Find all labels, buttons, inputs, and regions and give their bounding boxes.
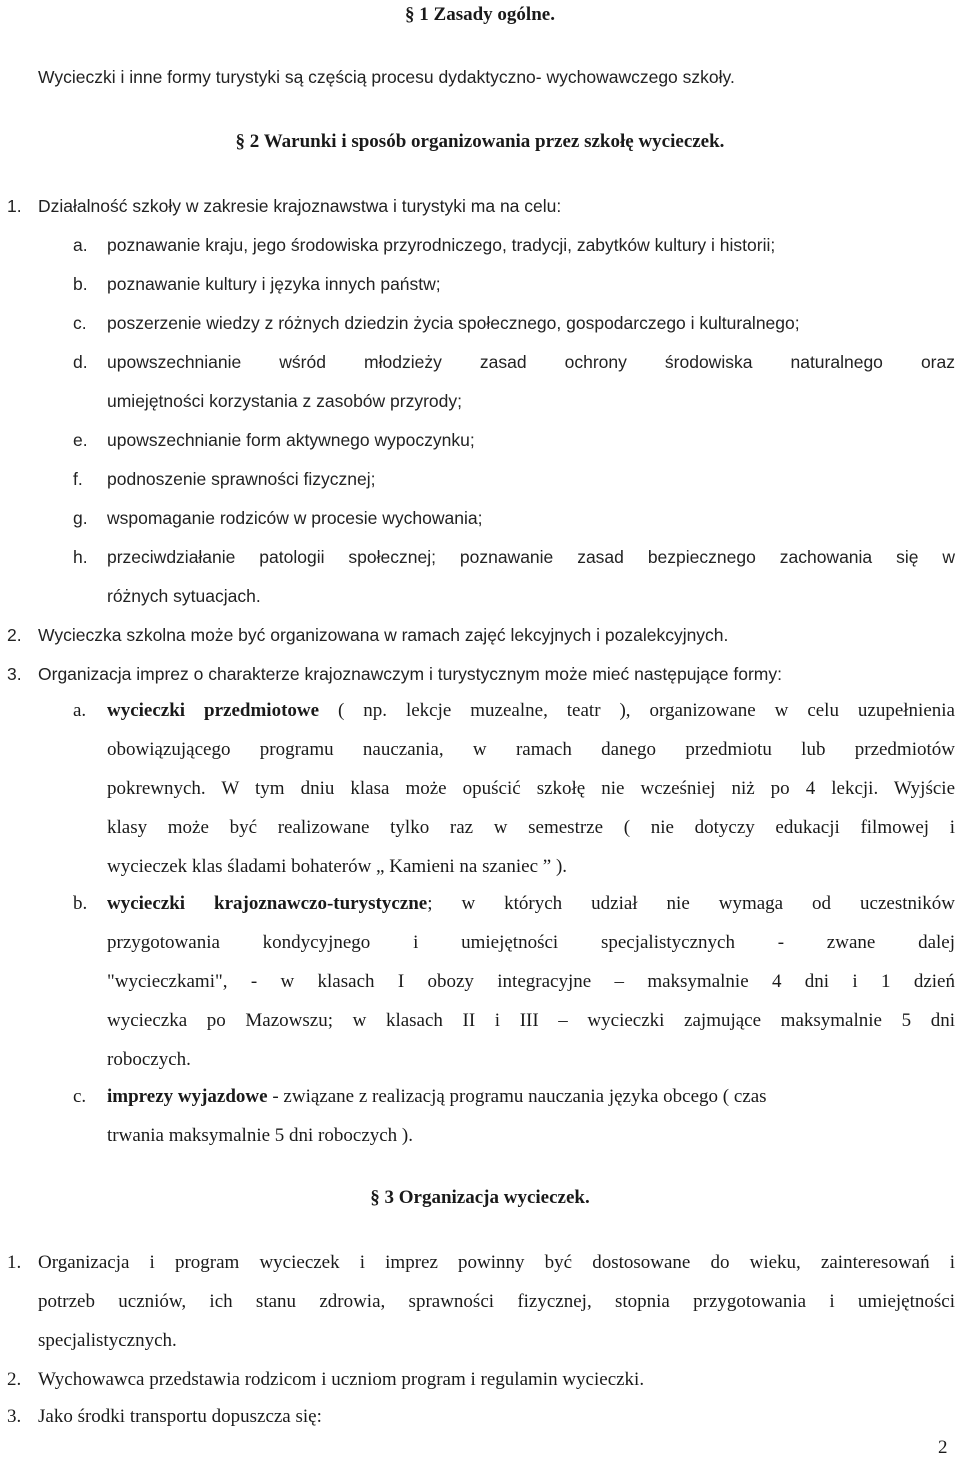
section-heading-3: § 3 Organizacja wycieczek. xyxy=(370,1187,590,1208)
form-b-text: ; w których udział nie wymaga od uczestników xyxy=(427,893,955,914)
sub-text-cont: umiejętności korzystania z zasobów przyrody; xyxy=(107,391,463,411)
form-a-line3: pokrewnych. W tym dniu klasa może opuścić szkołę nie wcześniej niż po 4 lekcji. Wyjście xyxy=(107,778,955,799)
page-number: 2 xyxy=(938,1437,948,1458)
sub-letter: d. xyxy=(73,352,88,372)
sub-text: podnoszenie sprawności fizycznej; xyxy=(107,469,376,489)
form-c-text: - związane z realizacją programu nauczania języka obcego ( czas xyxy=(267,1086,767,1107)
form-b-line5: roboczych. xyxy=(107,1049,191,1070)
sub-text: poznawanie kultury i języka innych państw; xyxy=(107,274,441,294)
intro-paragraph: Wycieczki i inne formy turystyki są częścią procesu dydaktyczno- wychowawczego szkoły. xyxy=(38,67,735,87)
sub-text: poszerzenie wiedzy z różnych dziedzin życia społecznego, gospodarczego i kulturalnego; xyxy=(107,313,800,333)
sub-letter: g. xyxy=(73,508,88,528)
form-b-line1 xyxy=(107,891,955,917)
sub-letter: f. xyxy=(73,469,83,489)
sub-text: przeciwdziałanie patologii społecznej; poznawanie zasad bezpiecznego zachowania się w xyxy=(107,547,955,567)
sub-text: upowszechnianie wśród młodzieży zasad ochrony środowiska naturalnego oraz xyxy=(107,352,955,372)
item-number: 1. xyxy=(7,1252,22,1273)
sub-letter: b. xyxy=(73,893,88,914)
form-c-line2: trwania maksymalnie 5 dni roboczych ). xyxy=(107,1125,414,1146)
item-text: Organizacja imprez o charakterze krajoznawczym i turystycznym może mieć następujące formy: xyxy=(38,664,782,684)
sub-letter: c. xyxy=(73,1086,87,1107)
item-number: 3. xyxy=(7,1406,22,1427)
s3-item-3: Jako środki transportu dopuszcza się: xyxy=(38,1406,322,1427)
form-b-line4: wycieczka po Mazowszu; w klasach II i III – wycieczki zajmujące maksymalnie 5 dni xyxy=(107,1010,955,1031)
sub-letter: b. xyxy=(73,274,88,294)
s3-item-1-line3: specjalistycznych. xyxy=(38,1330,177,1351)
item-number: 3. xyxy=(7,664,22,684)
form-a-line1 xyxy=(107,698,955,724)
form-a-line2: obowiązującego programu nauczania, w ramach danego przedmiotu lub przedmiotów xyxy=(107,739,955,760)
form-a-text: ( np. lekcje muzealne, teatr ), organizowane w celu uzupełnienia xyxy=(338,700,955,721)
section-heading-2: § 2 Warunki i sposób organizowania przez szkołę wycieczek. xyxy=(235,131,725,152)
sub-text: upowszechnianie form aktywnego wypoczynku; xyxy=(107,430,475,450)
sub-letter: e. xyxy=(73,430,88,450)
sub-text: wspomaganie rodziców w procesie wychowania; xyxy=(107,508,483,528)
s3-item-2: Wychowawca przedstawia rodzicom i uczniom program i regulamin wycieczki. xyxy=(38,1369,645,1390)
form-b-title: wycieczki krajoznawczo-turystyczne xyxy=(107,893,428,914)
sub-letter: c. xyxy=(73,313,87,333)
item-number: 2. xyxy=(7,625,22,645)
sub-text: poznawanie kraju, jego środowiska przyrodniczego, tradycji, zabytków kultury i historii; xyxy=(107,235,776,255)
item-number: 2. xyxy=(7,1369,22,1390)
s3-item-1-line2: potrzeb uczniów, ich stanu zdrowia, sprawności fizycznej, stopnia przygotowania i umiejętności xyxy=(38,1291,955,1312)
item-text: Działalność szkoły w zakresie krajoznawstwa i turystyki ma na celu: xyxy=(38,196,562,216)
form-a-line4: klasy może być realizowane tylko raz w semestrze ( nie dotyczy edukacji filmowej i xyxy=(107,817,955,838)
sub-text-cont: różnych sytuacjach. xyxy=(107,586,261,606)
sub-letter: a. xyxy=(73,235,88,255)
form-b-line2: przygotowania kondycyjnego i umiejętności specjalistycznych - zwane dalej xyxy=(107,932,955,953)
form-a-title: wycieczki przedmiotowe xyxy=(107,700,320,721)
form-a-line5: wycieczek klas śladami bohaterów „ Kamieni na szaniec ” ). xyxy=(107,856,568,877)
sub-letter: h. xyxy=(73,547,88,567)
form-c-line1 xyxy=(107,1084,767,1110)
item-number: 1. xyxy=(7,196,22,216)
sub-letter: a. xyxy=(73,700,87,721)
item-text: Wycieczka szkolna może być organizowana w ramach zajęć lekcyjnych i pozalekcyjnych. xyxy=(38,625,729,645)
form-b-line3: "wycieczkami", - w klasach I obozy integracyjne – maksymalnie 4 dni i 1 dzień xyxy=(107,971,955,992)
s3-item-1-line1: Organizacja i program wycieczek i imprez powinny być dostosowane do wieku, zainteresowań i xyxy=(38,1252,955,1273)
section-heading-1: § 1 Zasady ogólne. xyxy=(405,4,555,25)
form-c-title: imprezy wyjazdowe xyxy=(107,1086,268,1107)
